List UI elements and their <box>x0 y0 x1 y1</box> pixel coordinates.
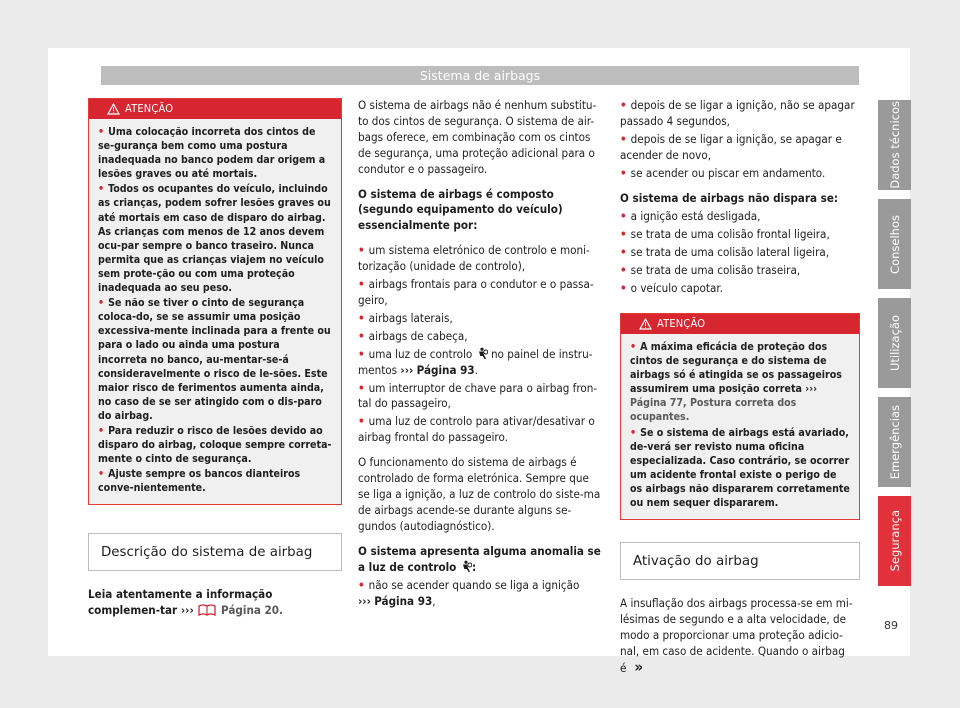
column-right <box>620 98 860 686</box>
page-reference-link[interactable]: Página 93 <box>416 362 475 377</box>
list-item: • airbags de cabeça, <box>358 328 468 343</box>
airbag-warning-light-icon <box>476 347 488 360</box>
warning-item: • Para reduzir o risco de lesões devido ao disparo do airbag, coloque sempre correta-mente o cinto de segurança. <box>98 424 332 466</box>
tab-conselhos[interactable]: Conselhos <box>878 199 911 289</box>
list-item: • a ignição está desligada, <box>620 209 761 224</box>
warning-triangle-icon <box>639 318 652 330</box>
warning-body <box>621 334 859 519</box>
list-item: • se trata de uma colisão lateral ligeira, <box>620 245 830 260</box>
list-item: • um interruptor de chave para o airbag fron-tal do passageiro, <box>358 380 598 411</box>
page-header: Sistema de airbags <box>101 66 859 85</box>
airbag-warning-light-icon <box>460 560 472 573</box>
warning-body <box>89 119 341 504</box>
list-item: • depois de se ligar a ignição, não se apagar passado 4 segundos, <box>620 98 855 128</box>
chapter-tabs <box>878 100 911 595</box>
list-item: • o veículo capotar. <box>620 281 723 296</box>
warning-item: • A máxima eficácia de proteção dos cintos de segurança e do sistema de airbags só é atingida se os passageiros assumirem uma posição correta ››› Página 77, Postura correta dos ocupantes. <box>630 340 842 424</box>
paragraph: O funcionamento do sistema de airbags é controlado de forma eletrónica. Sempre que se liga a ignição, a luz de controlo do siste-ma de airbags acende-se durante alguns se-gundos (autodiagnóstico). <box>358 455 601 533</box>
list-item: • airbags laterais, <box>358 310 453 325</box>
section-heading: Ativação do airbag <box>620 542 860 580</box>
book-reference-icon[interactable] <box>197 603 217 617</box>
tab-seguranca[interactable]: Segurança <box>878 496 911 586</box>
tab-utilizacao[interactable]: Utilização <box>878 298 911 388</box>
list-item: • depois de se ligar a ignição, se apagar e acender de novo, <box>620 131 842 162</box>
list-item: • se trata de uma colisão frontal ligeira, <box>620 227 830 242</box>
warning-item: • Uma colocação incorreta dos cintos de se-gurança bem como uma postura inadequada no banco podem dar origem a lesões graves ou até mortais. <box>98 126 326 181</box>
warning-header <box>621 314 859 334</box>
page-reference-link[interactable]: Página 20. <box>221 603 284 618</box>
tab-dados-tecnicos[interactable]: Dados técnicos <box>878 100 911 190</box>
warning-item: • Todos os ocupantes do veículo, incluindo as crianças, podem sofrer lesões graves ou até mortais em caso de disparo do airbag. As crianças com menos de 12 anos devem ocu-par sempre o banco traseiro. Nunca permita que as crianças viajem no veículo sem prote-ção ou com uma proteção inadequada ao seu peso. <box>98 183 331 295</box>
list-item: • uma luz de controlo no painel de instru-mentos ››› Página 93. <box>358 346 593 377</box>
warning-title: ATENÇÃO <box>125 102 174 115</box>
list-item: • um sistema eletrónico de controlo e moni-torização (unidade de controlo), <box>358 243 590 274</box>
section-heading: Descrição do sistema de airbag <box>88 533 342 571</box>
list-item: • não se acender quando se liga a ignição ››› Página 93, <box>358 578 580 609</box>
column-left <box>88 98 342 628</box>
tab-emergencias[interactable]: Emergências <box>878 397 911 487</box>
paragraph: A insuflação dos airbags processa-se em mi-lésimas de segundo e a alta velocidade, de modo a proporcionar uma proteção adicio-nal, em caso de acidente. Quando o airbag é » <box>620 596 853 676</box>
warning-title: ATENÇÃO <box>657 316 706 330</box>
subheading: O sistema apresenta alguma anomalia se a luz de controlo : <box>358 543 601 574</box>
warning-header <box>89 99 341 119</box>
list-item: • se trata de uma colisão traseira, <box>620 263 801 278</box>
paragraph: O sistema de airbags não é nenhum substitu-to dos cintos de segurança. O sistema de air-bags oferece, em combinação com os cintos de segurança, uma proteção adicional para o condutor e o passageiro. <box>358 98 597 176</box>
column-middle <box>358 98 604 612</box>
warning-box <box>88 98 342 505</box>
subheading: O sistema de airbags não dispara se: <box>620 190 839 205</box>
list-item: • airbags frontais para o condutor e o passa-geiro, <box>358 277 594 307</box>
warning-box <box>620 313 860 520</box>
warning-item: • Ajuste sempre os bancos dianteiros conve-nientemente. <box>98 468 301 495</box>
list-item: • uma luz de controlo para ativar/desativar o airbag frontal do passageiro. <box>358 414 595 445</box>
subheading: O sistema de airbags é composto (segundo equipamento do veículo) essencialmente por: <box>358 186 563 233</box>
warning-triangle-icon <box>107 103 120 115</box>
intro-paragraph: Leia atentamente a informação complemen-tar ››› Página 20. <box>88 587 284 618</box>
continue-arrow: » <box>634 657 644 676</box>
page-number: 89 <box>884 619 898 632</box>
warning-item: • Se o sistema de airbags está avariado, de-verá ser revisto numa oficina especializada. Caso contrário, se ocorrer um acidente frontal existe o perigo de os airbags não dispararem corretamente ou nem sequer dispararem. <box>630 426 850 509</box>
page-reference-link[interactable]: Página 77, Postura correta dos ocupantes. <box>630 397 797 424</box>
warning-item: • Se não se tiver o cinto de segurança coloca-do, se se assumir uma posição excessiva-mente inclinada para a frente ou para o lado ou ainda uma postura incorreta no banco, au-mentar-se-á consideravelmente o risco de le-sões. Este maior risco de ferimentos aumenta ainda, no caso de se ser atingido com o dis-paro do airbag. <box>98 297 331 422</box>
page-reference-link[interactable]: Página 93 <box>374 594 433 609</box>
reference-arrows: ››› <box>180 603 194 618</box>
list-item: • se acender ou piscar em andamento. <box>620 165 826 180</box>
